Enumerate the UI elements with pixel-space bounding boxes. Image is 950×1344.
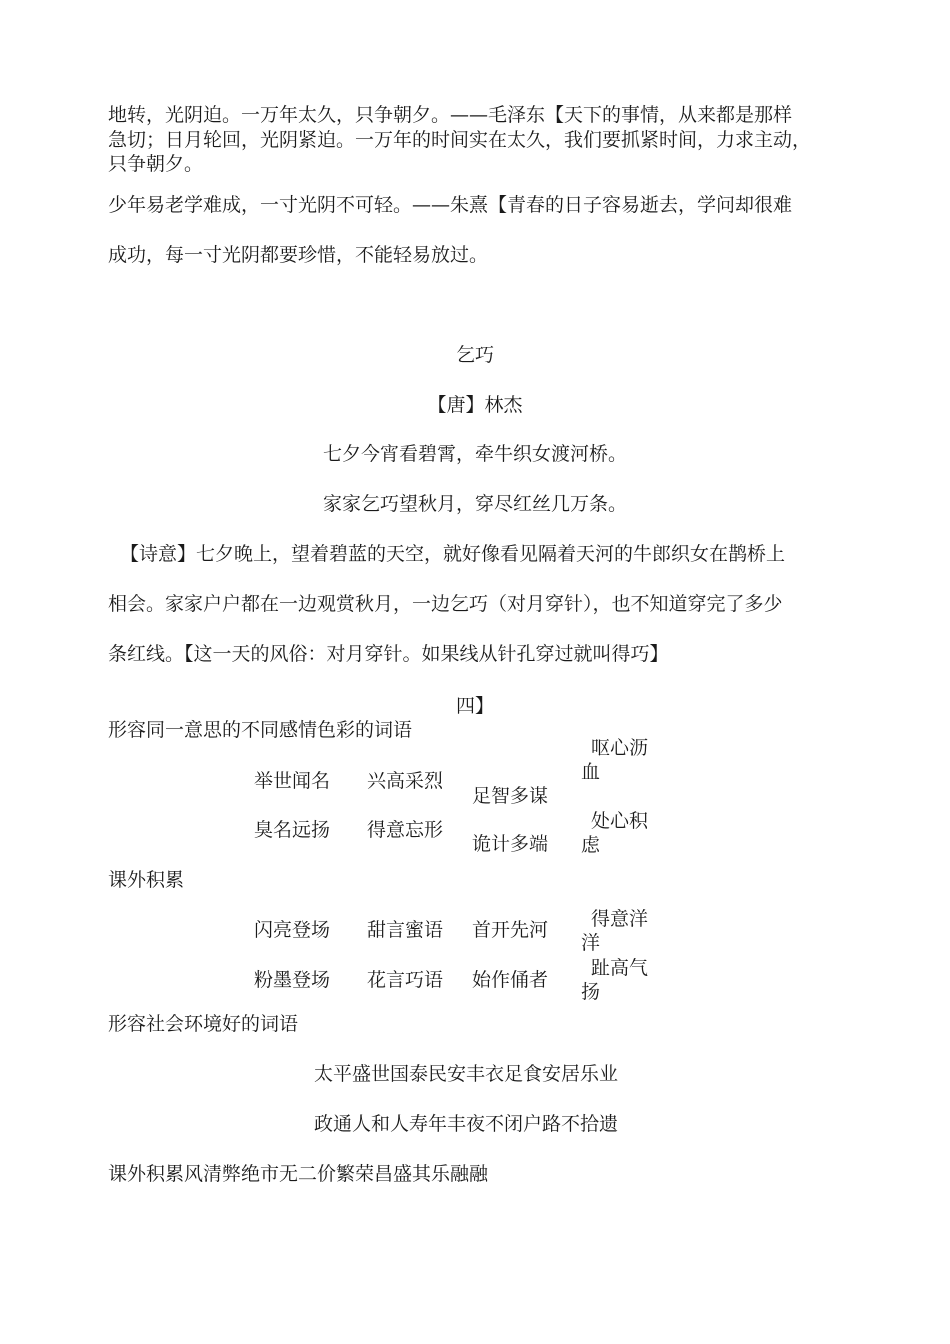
word-cell: 足智多谋 xyxy=(472,785,549,807)
word-cell: 始作俑者 xyxy=(472,969,549,991)
word-cell: 粉墨登场 xyxy=(254,969,331,991)
word-cell: 甜言蜜语 xyxy=(367,919,444,941)
poem-meaning: 【诗意】七夕晚上，望着碧蓝的天空，就好像看见隔着天河的牛郎织女在鹊桥上 xyxy=(120,543,786,565)
word-cell: 臭名远扬 xyxy=(254,819,331,841)
poem-line: 七夕今宵看碧霄，牵牛织女渡河桥。 xyxy=(322,443,627,465)
poem-line: 家家乞巧望秋月，穿尽红丝几万条。 xyxy=(322,493,627,515)
word-cell: 得意忘形 xyxy=(367,819,444,841)
word-cell: 诡计多端 xyxy=(472,833,549,855)
idiom-line: 太平盛世国泰民安丰衣足食安居乐业 xyxy=(314,1063,619,1085)
word-cell: 举世闻名 xyxy=(254,770,331,792)
word-cell: 得意洋洋 xyxy=(581,908,649,954)
category-label: 形容社会环境好的词语 xyxy=(108,1013,299,1035)
word-cell: 处心积虑 xyxy=(581,810,649,856)
word-cell: 首开先河 xyxy=(472,919,549,941)
word-cell: 闪亮登场 xyxy=(254,919,331,941)
quote-line: 少年易老学难成，一寸光阴不可轻。——朱熹【青春的日子容易逝去，学问却很难 xyxy=(108,194,793,216)
category-label: 形容同一意思的不同感情色彩的词语 xyxy=(108,719,413,741)
word-cell: 趾高气扬 xyxy=(581,957,649,1003)
poem-meaning: 条红线。【这一天的风俗：对月穿针。如果线从针孔穿过就叫得巧】 xyxy=(108,643,669,665)
quote-line: 成功，每一寸光阴都要珍惜，不能轻易放过。 xyxy=(108,244,489,266)
word-cell: 花言巧语 xyxy=(367,969,444,991)
poem-author: 【唐】林杰 xyxy=(427,394,523,416)
quote-line: 只争朝夕。 xyxy=(108,153,204,175)
poem-meaning: 相会。家家户户都在一边观赏秋月，一边乞巧（对月穿针），也不知道穿完了多少 xyxy=(108,593,783,615)
quote-line: 急切；日月轮回，光阴紧迫。一万年的时间实在太久，我们要抓紧时间，力求主动， xyxy=(108,129,812,151)
idiom-line: 政通人和人寿年丰夜不闭户路不拾遗 xyxy=(314,1113,619,1135)
word-cell: 呕心沥血 xyxy=(581,737,649,783)
idiom-line: 课外积累风清弊绝市无二价繁荣昌盛其乐融融 xyxy=(108,1163,489,1185)
quote-line: 地转，光阴迫。一万年太久，只争朝夕。——毛泽东【天下的事情，从来都是那样 xyxy=(108,104,793,126)
word-cell: 兴高采烈 xyxy=(367,770,444,792)
category-label: 课外积累 xyxy=(108,869,185,891)
section-heading: 四】 xyxy=(455,695,494,717)
poem-title: 乞巧 xyxy=(455,344,494,366)
